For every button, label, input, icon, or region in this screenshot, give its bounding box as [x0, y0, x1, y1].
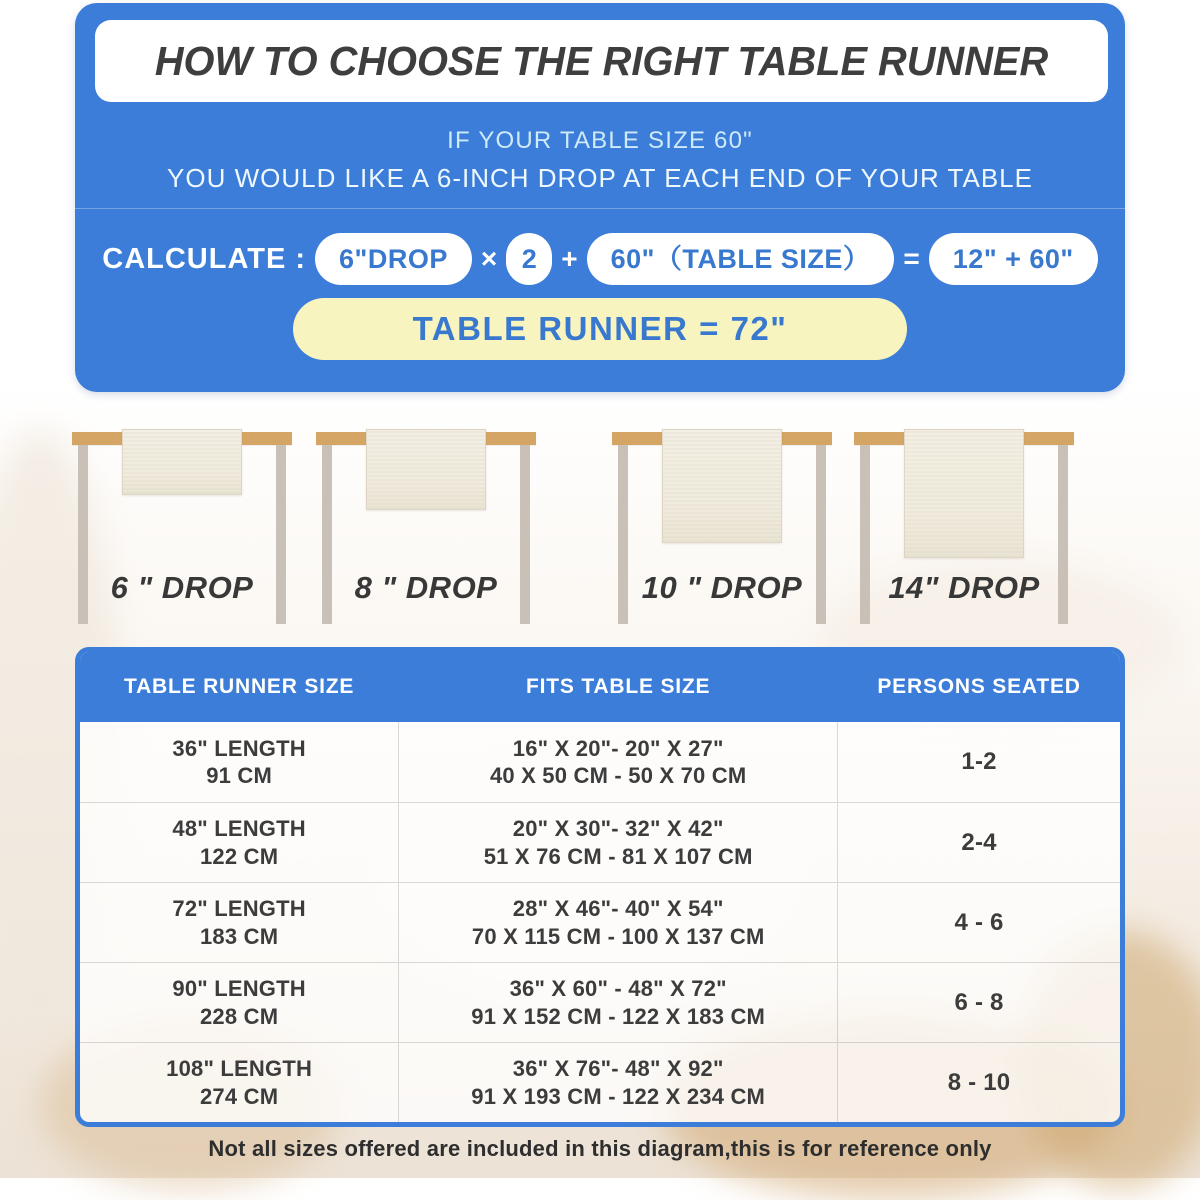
fits-size-cm: 40 X 50 CM - 50 X 70 CM	[489, 763, 747, 788]
header-cell-persons: PERSONS SEATED	[877, 675, 1081, 698]
drop-label: 8 " DROP	[354, 570, 498, 605]
runner-size-inch: 108" LENGTH	[166, 1056, 313, 1081]
runner-cloth-icon	[366, 429, 486, 510]
cell-fits-size	[398, 803, 838, 882]
size-chart-body	[80, 722, 1120, 1122]
cell-persons: 4 - 6	[954, 908, 1004, 936]
result-pill: TABLE RUNNER = 72"	[293, 298, 907, 360]
runner-size-inch: 90" LENGTH	[172, 976, 306, 1001]
sum-pill: 12" + 60"	[929, 233, 1098, 285]
equals-sign: =	[903, 243, 920, 274]
cell-fits-size	[398, 722, 838, 802]
cell-runner-size	[80, 963, 398, 1042]
subtitle-line-1: IF YOUR TABLE SIZE 60"	[447, 127, 753, 154]
subtitle-line-2: YOU WOULD LIKE A 6-INCH DROP AT EACH END OF YOUR TABLE	[167, 163, 1033, 193]
header-cell-fits-size: FITS TABLE SIZE	[526, 675, 711, 698]
runner-size-inch: 72" LENGTH	[172, 896, 306, 921]
instructions-panel	[75, 3, 1125, 392]
calculation-formula	[85, 233, 1115, 285]
drop-label: 10 " DROP	[641, 570, 803, 605]
runner-cloth-icon	[904, 429, 1024, 558]
fits-size-inch: 20" X 30"- 32" X 42"	[512, 816, 724, 841]
runner-size-cm: 122 CM	[200, 843, 279, 869]
disclaimer-note: Not all sizes offered are included in this diagram,this is for reference only	[208, 1136, 992, 1161]
runner-size-cm: 274 CM	[200, 1083, 279, 1109]
cell-fits-size	[398, 883, 838, 962]
cell-persons: 1-2	[961, 748, 997, 775]
cell-fits-size	[398, 963, 838, 1042]
runner-size-cm: 183 CM	[200, 923, 279, 949]
fits-size-cm: 91 X 152 CM - 122 X 183 CM	[471, 1003, 766, 1029]
cell-persons: 2-4	[961, 828, 997, 856]
drop-value-pill: 6"DROP	[315, 233, 472, 285]
cell-persons: 6 - 8	[954, 988, 1004, 1016]
cell-runner-size	[80, 1043, 398, 1122]
divider	[75, 208, 1125, 209]
multiplier-badge: 2	[506, 233, 552, 285]
table-size-pill: 60"（TABLE SIZE）	[587, 233, 895, 285]
header-cell-runner-size: TABLE RUNNER SIZE	[124, 675, 355, 698]
runner-size-cm: 91 CM	[206, 763, 273, 788]
page-title: HOW TO CHOOSE THE RIGHT TABLE RUNNER	[154, 37, 1049, 84]
table-row	[80, 1042, 1120, 1122]
table-drop-figure-14	[854, 430, 1074, 625]
runner-size-inch: 48" LENGTH	[172, 816, 306, 841]
plus-sign: +	[561, 243, 578, 274]
drop-label: 14" DROP	[888, 570, 1040, 605]
runner-cloth-icon	[122, 429, 242, 495]
cell-persons: 8 - 10	[947, 1068, 1011, 1096]
fits-size-inch: 36" X 60" - 48" X 72"	[509, 976, 727, 1001]
runner-cloth-icon	[662, 429, 782, 543]
cell-runner-size	[80, 722, 398, 802]
cell-fits-size	[398, 1043, 838, 1122]
fits-size-inch: 28" X 46"- 40" X 54"	[512, 896, 724, 921]
drop-label: 6 " DROP	[110, 570, 254, 605]
fits-size-inch: 16" X 20"- 20" X 27"	[512, 735, 724, 761]
fits-size-cm: 70 X 115 CM - 100 X 137 CM	[471, 923, 765, 949]
calculate-label: CALCULATE :	[102, 242, 307, 275]
multiply-sign: ×	[480, 243, 498, 274]
runner-size-cm: 228 CM	[200, 1003, 279, 1029]
fits-size-cm: 91 X 193 CM - 122 X 234 CM	[471, 1083, 766, 1109]
table-drop-figure-8	[316, 430, 536, 625]
cell-runner-size	[80, 883, 398, 962]
fits-size-cm: 51 X 76 CM - 81 X 107 CM	[483, 843, 753, 869]
table-row	[80, 882, 1120, 962]
table-row	[80, 962, 1120, 1042]
fits-size-inch: 36" X 76"- 48" X 92"	[512, 1056, 724, 1081]
table-row	[80, 722, 1120, 802]
size-chart-header	[80, 652, 1120, 722]
table-drop-figure-10	[612, 430, 832, 625]
table-drop-figure-6	[72, 430, 292, 625]
size-chart-panel	[75, 647, 1125, 1127]
cell-runner-size	[80, 803, 398, 882]
title-banner	[95, 20, 1108, 102]
runner-size-inch: 36" LENGTH	[172, 735, 306, 761]
table-row	[80, 802, 1120, 882]
